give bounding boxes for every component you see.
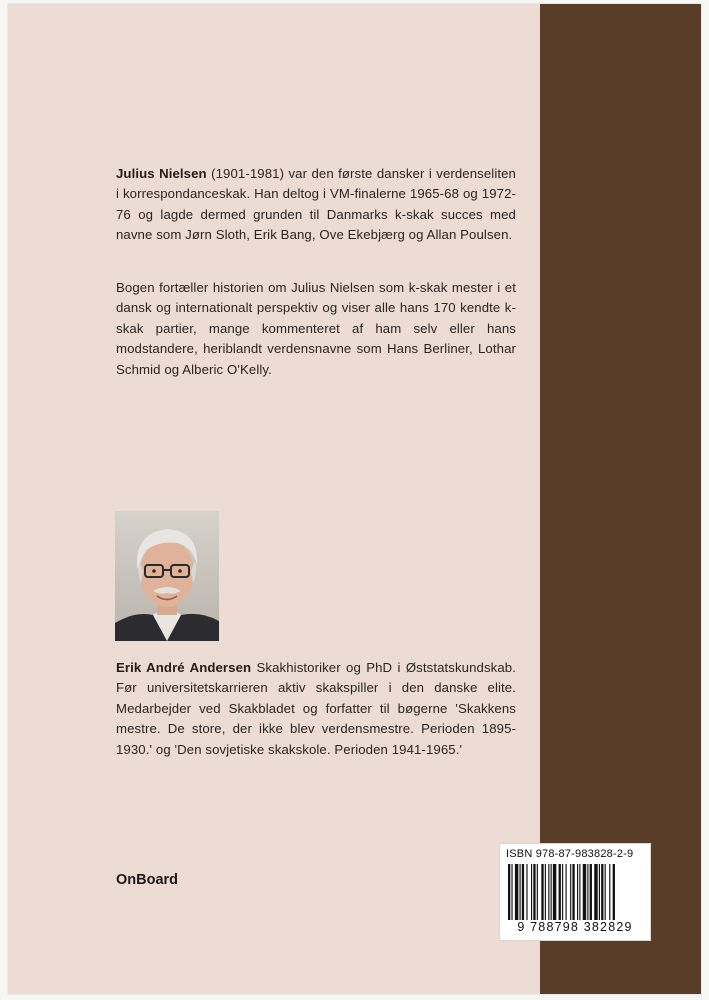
barcode-bar — [559, 864, 561, 920]
barcode-bar — [609, 864, 610, 920]
publisher-name: OnBoard — [116, 872, 179, 888]
barcode-bar — [508, 864, 510, 920]
intro-text: (1901-1981) var den første dansker i verdenseliten i korrespondanceskak. Han deltog i VM-finalerne 1965-68 og 1972-76 og lagde dermed grunden til Danmarks k-skak succes med navne som Jørn Sloth, Erik Bang, Ove Ekebjærg og Allan Poulsen. — [116, 166, 516, 243]
intro-paragraph — [116, 164, 516, 246]
barcode-bar — [594, 864, 597, 920]
isbn-label: ISBN 978-87-983828-2-9 — [506, 848, 634, 860]
summary-paragraph — [116, 278, 516, 380]
barcode-bar — [526, 864, 527, 920]
barcode-bar — [520, 864, 521, 920]
author-name: Erik André Andersen — [116, 660, 252, 675]
barcode-bar — [511, 864, 512, 920]
barcode-bar — [545, 864, 546, 920]
barcode-bar — [531, 864, 532, 920]
barcode-bar — [541, 864, 543, 920]
barcode-bar — [601, 864, 603, 920]
author-bio-paragraph — [116, 658, 516, 760]
barcode-bar — [515, 864, 518, 920]
barcode-bar — [579, 864, 580, 920]
book-back-cover — [8, 4, 701, 994]
barcode-bar — [537, 864, 538, 920]
barcode-bar — [605, 864, 606, 920]
barcode-bar — [570, 864, 571, 920]
barcode-bar — [551, 864, 552, 920]
isbn-barcode — [499, 843, 651, 941]
author-portrait-photo — [115, 511, 219, 641]
barcode-bar — [533, 864, 535, 920]
barcode-bars — [506, 864, 644, 920]
barcode-bar — [572, 864, 574, 920]
summary-text: Bogen fortæller historien om Julius Nielsen som k-skak mester i et dansk og internationalt perspektiv og viser alle hans 170 kendte k-skak partier, mange kommenteret af ham selv eller hans modstandere, heriblandt verdensnavne som Hans Berliner, Lothar Schmid og Alberic O'Kelly. — [116, 280, 516, 377]
barcode-bar — [562, 864, 563, 920]
author-bio-text: Skakhistoriker og PhD i Øststatskundskab. Før universitetskarrieren aktiv skakspiller i den danske elite. Medarbejder ved Skakbladet og forfatter til bøgerne 'Skakkens mestre. De store, der ikke blev verdensmestre. Perioden 1895-1930.' og 'Den sovjetiske skakskole. Perioden 1941-1965.' — [116, 660, 516, 757]
subject-name: Julius Nielsen — [116, 166, 207, 181]
barcode-bar — [577, 864, 578, 920]
barcode-bar — [590, 864, 592, 920]
barcode-bar — [566, 864, 567, 920]
barcode-bar — [548, 864, 549, 920]
barcode-bar — [553, 864, 556, 920]
barcode-bar — [599, 864, 600, 920]
barcode-bar — [583, 864, 586, 920]
barcode-bar — [613, 864, 615, 920]
barcode-bar — [587, 864, 588, 920]
barcode-digits: 9 788798 382829 — [517, 920, 633, 934]
barcode-bar — [522, 864, 524, 920]
